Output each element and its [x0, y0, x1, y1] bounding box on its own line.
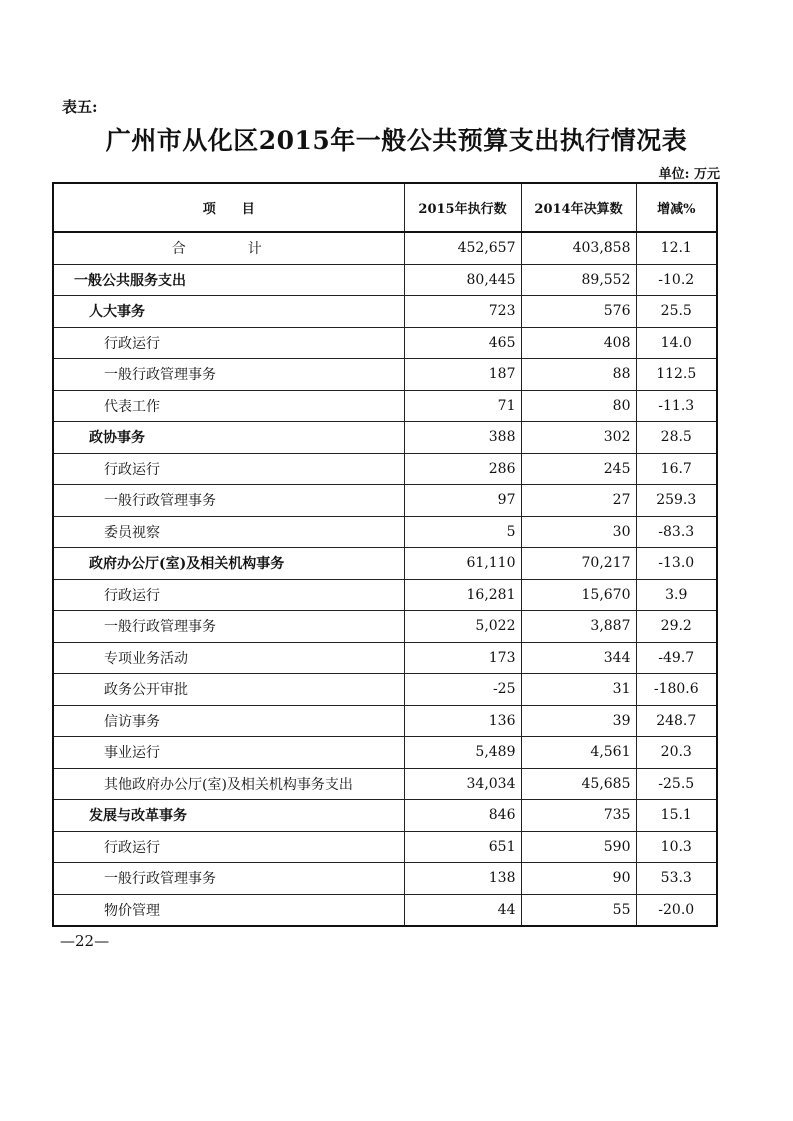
table-row — [53, 894, 717, 926]
change-percent-cell: -83.3 — [636, 516, 717, 548]
value-2014-cell: 30 — [521, 516, 636, 548]
change-percent-cell: 29.2 — [636, 611, 717, 643]
change-percent-cell: 15.1 — [636, 800, 717, 832]
table-row — [53, 422, 717, 454]
column-header-2015: 2015年执行数 — [404, 183, 521, 232]
change-percent-cell: 16.7 — [636, 453, 717, 485]
value-2015-cell: 71 — [404, 390, 521, 422]
table-row — [53, 831, 717, 863]
page-number: —22— — [60, 932, 110, 950]
table-row — [53, 485, 717, 517]
item-name-cell: 行政运行 — [53, 579, 404, 611]
item-name-cell: 行政运行 — [53, 327, 404, 359]
table-row — [53, 768, 717, 800]
value-2015-cell: 34,034 — [404, 768, 521, 800]
item-name-cell: 行政运行 — [53, 453, 404, 485]
item-name-cell: 一般行政管理事务 — [53, 485, 404, 517]
value-2015-cell: 5 — [404, 516, 521, 548]
value-2015-cell: 5,489 — [404, 737, 521, 769]
item-name-cell: 政协事务 — [53, 422, 404, 454]
page-title: 广州市从化区2015年一般公共预算支出执行情况表 — [105, 126, 688, 155]
budget-table — [52, 182, 718, 927]
change-percent-cell: 248.7 — [636, 705, 717, 737]
table-row — [53, 642, 717, 674]
column-header-change: 增减% — [636, 183, 717, 232]
value-2014-cell: 39 — [521, 705, 636, 737]
table-row — [53, 453, 717, 485]
item-name-cell: 政务公开审批 — [53, 674, 404, 706]
value-2014-cell: 408 — [521, 327, 636, 359]
value-2014-cell: 89,552 — [521, 264, 636, 296]
change-percent-cell: 112.5 — [636, 359, 717, 391]
change-percent-cell: -11.3 — [636, 390, 717, 422]
value-2014-cell: 70,217 — [521, 548, 636, 580]
table-row — [53, 800, 717, 832]
change-percent-cell: -25.5 — [636, 768, 717, 800]
value-2015-cell: 723 — [404, 296, 521, 328]
value-2014-cell: 45,685 — [521, 768, 636, 800]
value-2014-cell: 31 — [521, 674, 636, 706]
value-2014-cell: 735 — [521, 800, 636, 832]
value-2014-cell: 3,887 — [521, 611, 636, 643]
change-percent-cell: 10.3 — [636, 831, 717, 863]
item-name-cell: 代表工作 — [53, 390, 404, 422]
value-2015-cell: 44 — [404, 894, 521, 926]
table-row — [53, 705, 717, 737]
change-percent-cell: 20.3 — [636, 737, 717, 769]
value-2014-cell: 4,561 — [521, 737, 636, 769]
item-name-cell: 委员视察 — [53, 516, 404, 548]
value-2014-cell: 27 — [521, 485, 636, 517]
value-2015-cell: 651 — [404, 831, 521, 863]
change-percent-cell: 25.5 — [636, 296, 717, 328]
column-header-item: 项 目 — [53, 183, 404, 232]
value-2015-cell: 286 — [404, 453, 521, 485]
table-label: 表五: — [62, 98, 98, 116]
item-name-cell: 一般行政管理事务 — [53, 359, 404, 391]
item-name-cell: 信访事务 — [53, 705, 404, 737]
item-name-cell: 发展与改革事务 — [53, 800, 404, 832]
table-row — [53, 232, 717, 264]
item-name-cell: 政府办公厅(室)及相关机构事务 — [53, 548, 404, 580]
table-row — [53, 863, 717, 895]
item-name-cell: 合 计 — [53, 232, 404, 264]
value-2014-cell: 90 — [521, 863, 636, 895]
value-2015-cell: 388 — [404, 422, 521, 454]
value-2014-cell: 590 — [521, 831, 636, 863]
value-2015-cell: 846 — [404, 800, 521, 832]
unit-label: 单位: 万元 — [658, 167, 720, 182]
change-percent-cell: -10.2 — [636, 264, 717, 296]
change-percent-cell: -49.7 — [636, 642, 717, 674]
table-row — [53, 579, 717, 611]
value-2015-cell: -25 — [404, 674, 521, 706]
item-name-cell: 一般行政管理事务 — [53, 611, 404, 643]
value-2015-cell: 465 — [404, 327, 521, 359]
value-2015-cell: 136 — [404, 705, 521, 737]
change-percent-cell: -180.6 — [636, 674, 717, 706]
change-percent-cell: 259.3 — [636, 485, 717, 517]
value-2014-cell: 55 — [521, 894, 636, 926]
value-2014-cell: 245 — [521, 453, 636, 485]
value-2015-cell: 80,445 — [404, 264, 521, 296]
item-name-cell: 物价管理 — [53, 894, 404, 926]
value-2015-cell: 187 — [404, 359, 521, 391]
table-row — [53, 359, 717, 391]
change-percent-cell: -13.0 — [636, 548, 717, 580]
value-2014-cell: 88 — [521, 359, 636, 391]
value-2014-cell: 344 — [521, 642, 636, 674]
change-percent-cell: 14.0 — [636, 327, 717, 359]
value-2015-cell: 97 — [404, 485, 521, 517]
value-2015-cell: 16,281 — [404, 579, 521, 611]
table-row — [53, 327, 717, 359]
value-2014-cell: 403,858 — [521, 232, 636, 264]
change-percent-cell: 12.1 — [636, 232, 717, 264]
table-row — [53, 737, 717, 769]
table-row — [53, 516, 717, 548]
value-2014-cell: 80 — [521, 390, 636, 422]
value-2015-cell: 61,110 — [404, 548, 521, 580]
change-percent-cell: 53.3 — [636, 863, 717, 895]
change-percent-cell: 28.5 — [636, 422, 717, 454]
value-2015-cell: 138 — [404, 863, 521, 895]
table-row — [53, 264, 717, 296]
value-2014-cell: 302 — [521, 422, 636, 454]
value-2015-cell: 173 — [404, 642, 521, 674]
value-2014-cell: 576 — [521, 296, 636, 328]
value-2015-cell: 5,022 — [404, 611, 521, 643]
item-name-cell: 一般行政管理事务 — [53, 863, 404, 895]
table-header-row — [53, 183, 717, 232]
value-2015-cell: 452,657 — [404, 232, 521, 264]
change-percent-cell: 3.9 — [636, 579, 717, 611]
table-row — [53, 611, 717, 643]
item-name-cell: 一般公共服务支出 — [53, 264, 404, 296]
value-2014-cell: 15,670 — [521, 579, 636, 611]
table-row — [53, 548, 717, 580]
item-name-cell: 其他政府办公厅(室)及相关机构事务支出 — [53, 768, 404, 800]
column-header-2014: 2014年决算数 — [521, 183, 636, 232]
item-name-cell: 专项业务活动 — [53, 642, 404, 674]
table-row — [53, 390, 717, 422]
table-row — [53, 674, 717, 706]
item-name-cell: 事业运行 — [53, 737, 404, 769]
table-row — [53, 296, 717, 328]
item-name-cell: 行政运行 — [53, 831, 404, 863]
table-body — [53, 232, 717, 926]
item-name-cell: 人大事务 — [53, 296, 404, 328]
change-percent-cell: -20.0 — [636, 894, 717, 926]
